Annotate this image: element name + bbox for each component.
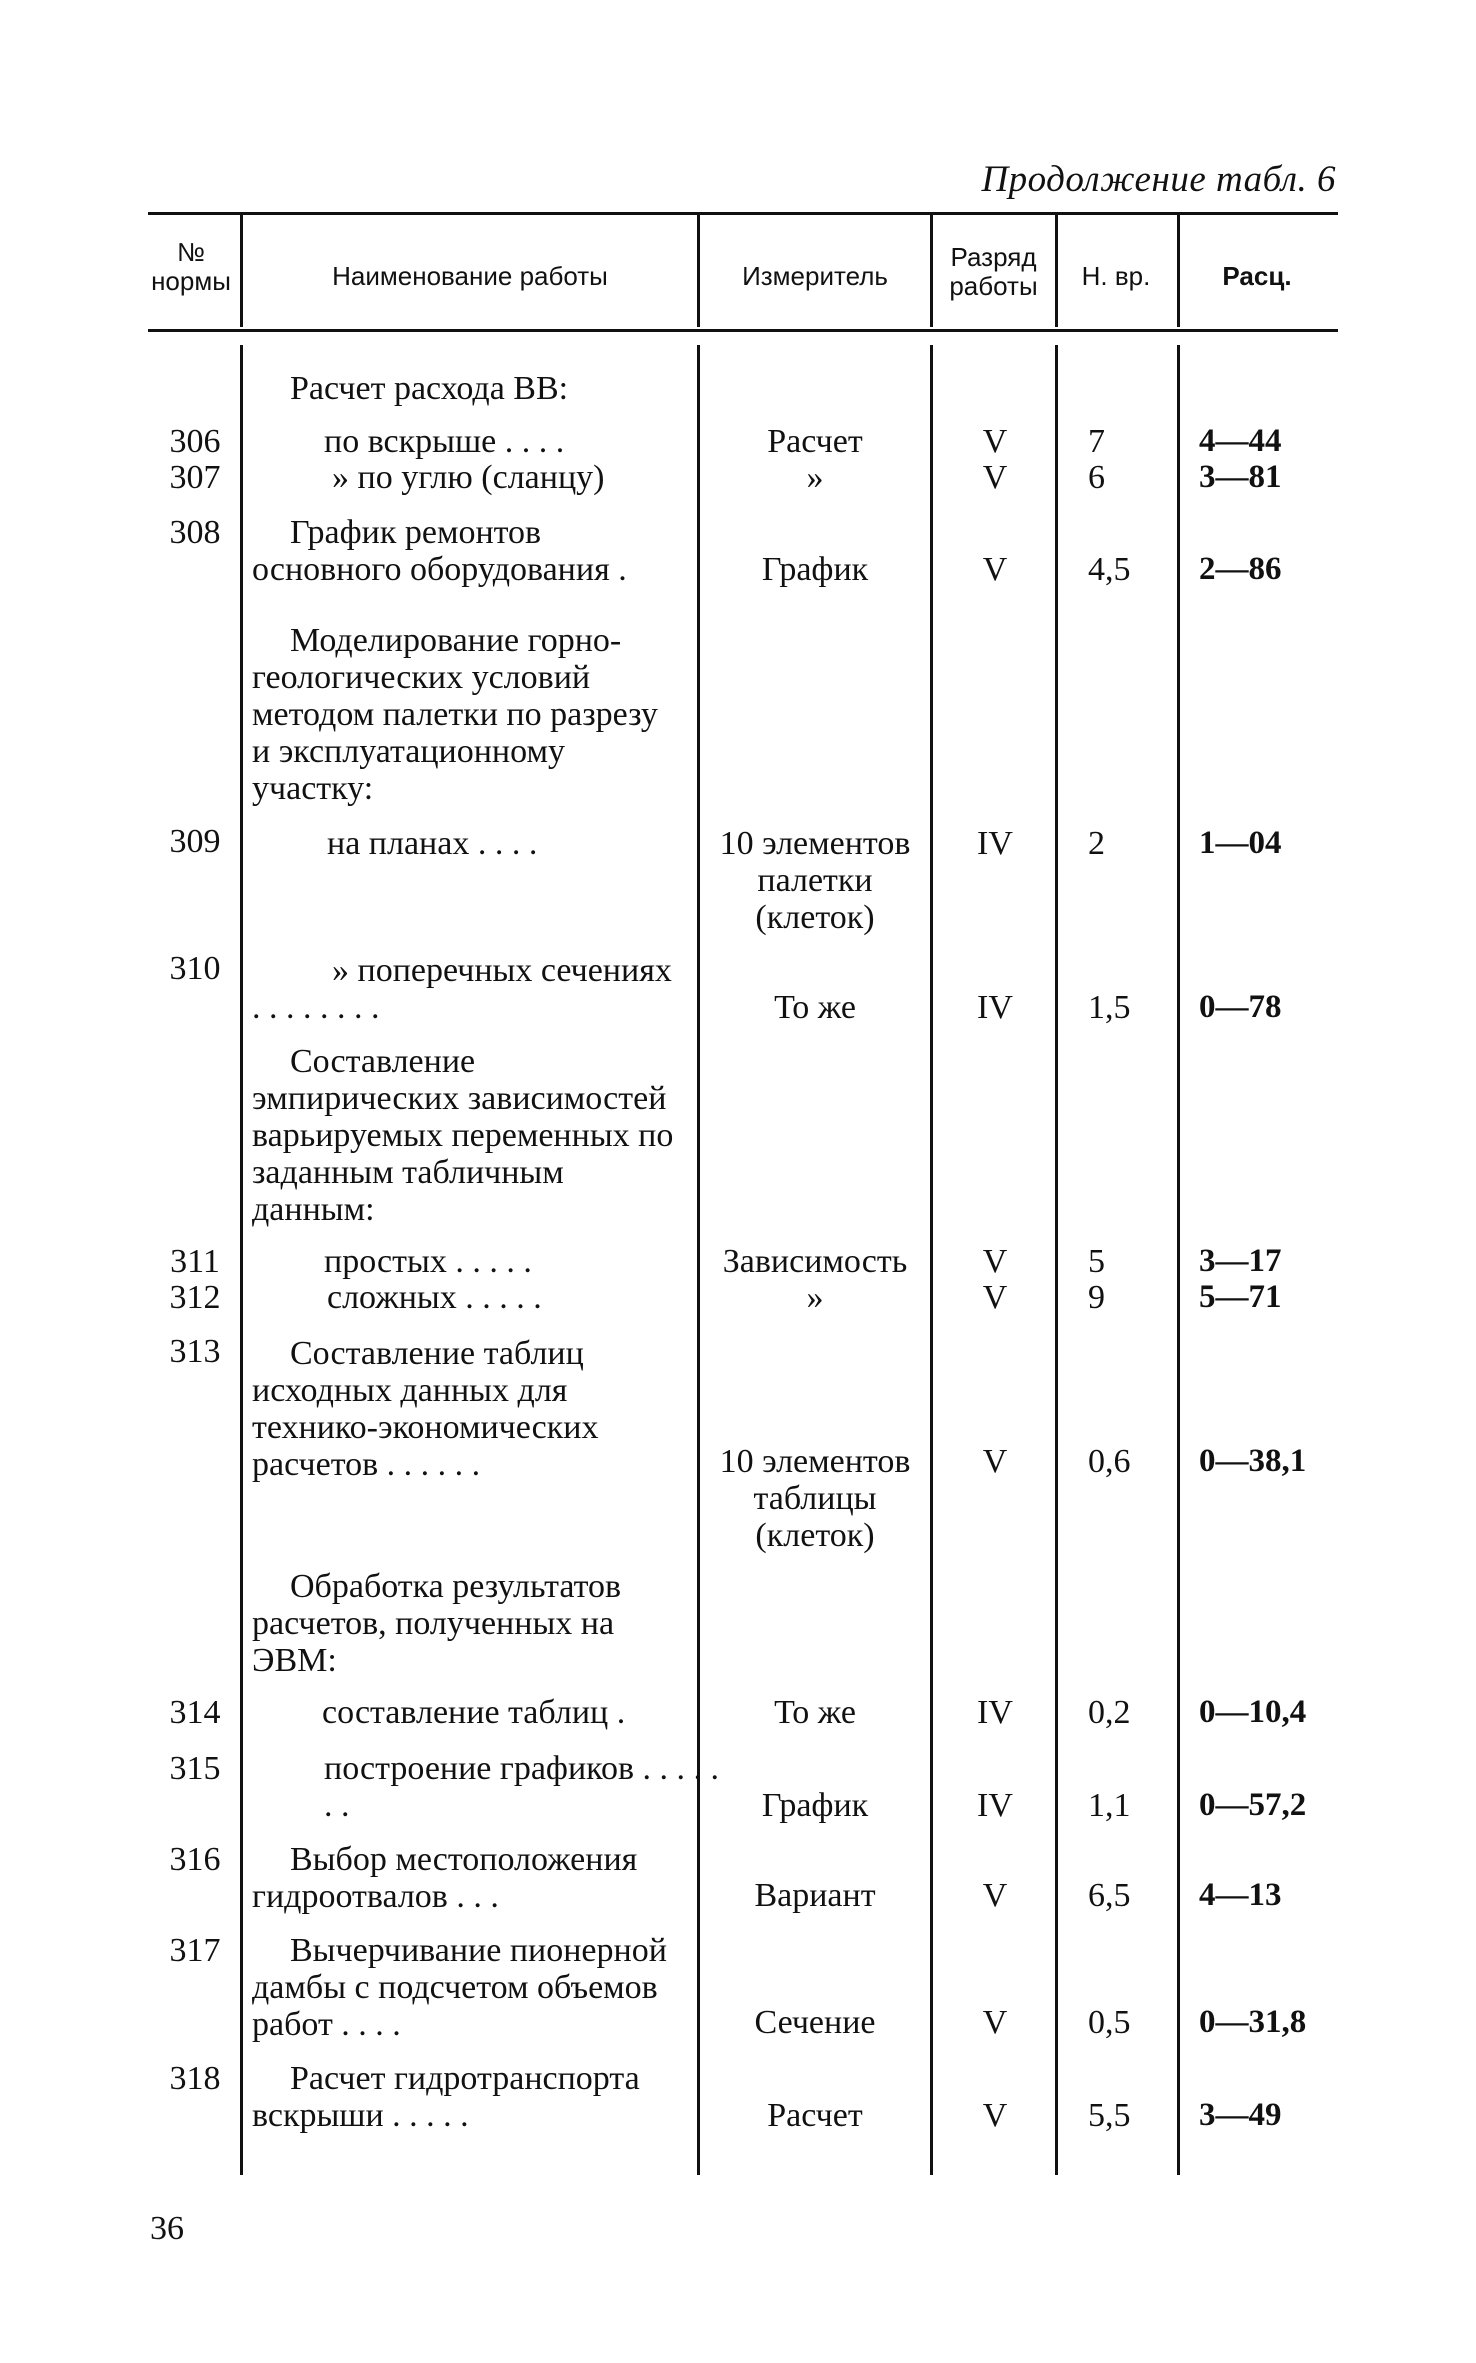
row-rate: 0—78 <box>1199 989 1282 1025</box>
header-rank: Разряд работы <box>949 242 1038 301</box>
row-hours: 5,5 <box>1088 2097 1131 2134</box>
row-num: 316 <box>169 1841 221 1878</box>
row-hours: 2 <box>1088 825 1105 862</box>
row-rank: V <box>982 459 1008 496</box>
header-name: Наименование работы <box>332 261 608 291</box>
row-num: 307 <box>169 459 221 496</box>
header-hours: Н. вр. <box>1081 261 1151 291</box>
row-rate: 5—71 <box>1199 1279 1282 1315</box>
row-rank: IV <box>977 1787 1013 1824</box>
header-divider <box>240 215 243 327</box>
row-rank: V <box>982 551 1008 588</box>
group-heading: Обработка результатов расчетов, полученных на ЭВМ: <box>252 1568 622 1679</box>
row-hours: 7 <box>1088 423 1105 460</box>
row-hours: 9 <box>1088 1279 1105 1316</box>
row-name: Выбор местоположения гидроотвалов . . . <box>252 1841 638 1915</box>
header-rate: Расц. <box>1222 261 1292 291</box>
row-meas: Зависимость <box>722 1243 908 1280</box>
row-hours: 4,5 <box>1088 551 1131 588</box>
row-name: Вычерчивание пионерной дамбы с подсчетом объемов работ . . . . <box>252 1932 667 2043</box>
row-name: Составление таблиц исходных данных для технико-экономических расчетов . . . . . . <box>252 1335 599 1483</box>
row-meas: 10 элементов палетки (клеток) <box>719 825 911 936</box>
row-rate: 1—04 <box>1199 825 1282 861</box>
row-num: 308 <box>169 514 221 551</box>
header-divider <box>1177 215 1180 327</box>
row-meas: » <box>806 459 824 496</box>
row-meas: Расчет <box>767 2097 863 2134</box>
page-number: 36 <box>150 2210 184 2247</box>
row-num: 306 <box>169 423 221 460</box>
row-meas: График <box>761 1787 869 1824</box>
row-num: 309 <box>169 823 221 860</box>
group-heading: Моделирование горно-геологических условий методом палетки по разрезу и эксплуатационному участку: <box>252 622 658 807</box>
row-meas: Сечение <box>754 2004 876 2041</box>
row-rank: V <box>982 2004 1008 2041</box>
row-rate: 0—10,4 <box>1199 1694 1307 1730</box>
row-rate: 4—13 <box>1199 1877 1282 1913</box>
row-meas: График <box>761 551 869 588</box>
row-name: » по углю (сланцу) <box>332 459 605 496</box>
row-hours: 5 <box>1088 1243 1105 1280</box>
row-hours: 0,2 <box>1088 1694 1131 1731</box>
row-rank: V <box>982 1243 1008 1280</box>
header-divider <box>1055 215 1058 327</box>
row-hours: 6 <box>1088 459 1105 496</box>
row-rate: 0—38,1 <box>1199 1443 1307 1479</box>
row-name: » поперечных сечениях . . . . . . . . <box>252 952 672 1026</box>
row-hours: 0,5 <box>1088 2004 1131 2041</box>
row-rate: 4—44 <box>1199 423 1282 459</box>
row-name: простых . . . . . <box>324 1243 532 1280</box>
column-divider <box>930 345 933 2175</box>
header-num: № нормы <box>151 237 231 296</box>
row-name: по вскрыше . . . . <box>324 423 565 460</box>
row-num: 318 <box>169 2060 221 2097</box>
header-divider <box>697 215 700 327</box>
row-rate: 0—31,8 <box>1199 2004 1307 2040</box>
table-caption: Продолжение табл. 6 <box>981 159 1336 200</box>
row-name: составление таблиц . <box>322 1694 626 1731</box>
top-rule <box>148 212 1338 215</box>
header-divider <box>930 215 933 327</box>
row-name: построение графиков . . . . . . . <box>324 1750 720 1824</box>
row-meas: » <box>806 1279 824 1316</box>
row-rate: 0—57,2 <box>1199 1787 1307 1823</box>
row-num: 310 <box>169 950 221 987</box>
row-meas: Расчет <box>767 423 863 460</box>
row-num: 317 <box>169 1932 221 1969</box>
row-rank: V <box>982 1443 1008 1480</box>
row-hours: 1,5 <box>1088 989 1131 1026</box>
row-meas: 10 элементов таблицы (клеток) <box>719 1443 911 1554</box>
row-num: 311 <box>170 1243 220 1280</box>
row-name: сложных . . . . . <box>327 1279 542 1316</box>
row-rank: V <box>982 1279 1008 1316</box>
row-name: График ремонтов основного оборудования . <box>252 514 627 588</box>
header-meas: Измеритель <box>742 261 888 291</box>
row-num: 313 <box>169 1333 221 1370</box>
row-meas: Вариант <box>754 1877 876 1914</box>
row-meas: То же <box>774 1694 856 1731</box>
row-name: Расчет гидротранспорта вскрыши . . . . . <box>252 2060 640 2134</box>
row-meas: То же <box>774 989 856 1026</box>
row-rank: IV <box>977 1694 1013 1731</box>
row-rank: IV <box>977 825 1013 862</box>
row-hours: 1,1 <box>1088 1787 1131 1824</box>
row-hours: 0,6 <box>1088 1443 1131 1480</box>
row-rate: 3—49 <box>1199 2097 1282 2133</box>
group-heading: Расчет расхода ВВ: <box>290 370 569 407</box>
row-rate: 3—17 <box>1199 1243 1282 1279</box>
row-hours: 6,5 <box>1088 1877 1131 1914</box>
row-rate: 3—81 <box>1199 459 1282 495</box>
row-rate: 2—86 <box>1199 551 1282 587</box>
group-heading: Составление эмпирических зависимостей варьируемых переменных по заданным табличным данным: <box>252 1043 674 1228</box>
row-num: 314 <box>169 1694 221 1731</box>
row-num: 315 <box>169 1750 221 1787</box>
row-num: 312 <box>169 1279 221 1316</box>
row-rank: IV <box>977 989 1013 1026</box>
row-name: на планах . . . . <box>327 825 538 862</box>
header-bottom-rule <box>148 329 1338 332</box>
row-rank: V <box>982 423 1008 460</box>
row-rank: V <box>982 2097 1008 2134</box>
column-divider <box>240 345 243 2175</box>
row-rank: V <box>982 1877 1008 1914</box>
